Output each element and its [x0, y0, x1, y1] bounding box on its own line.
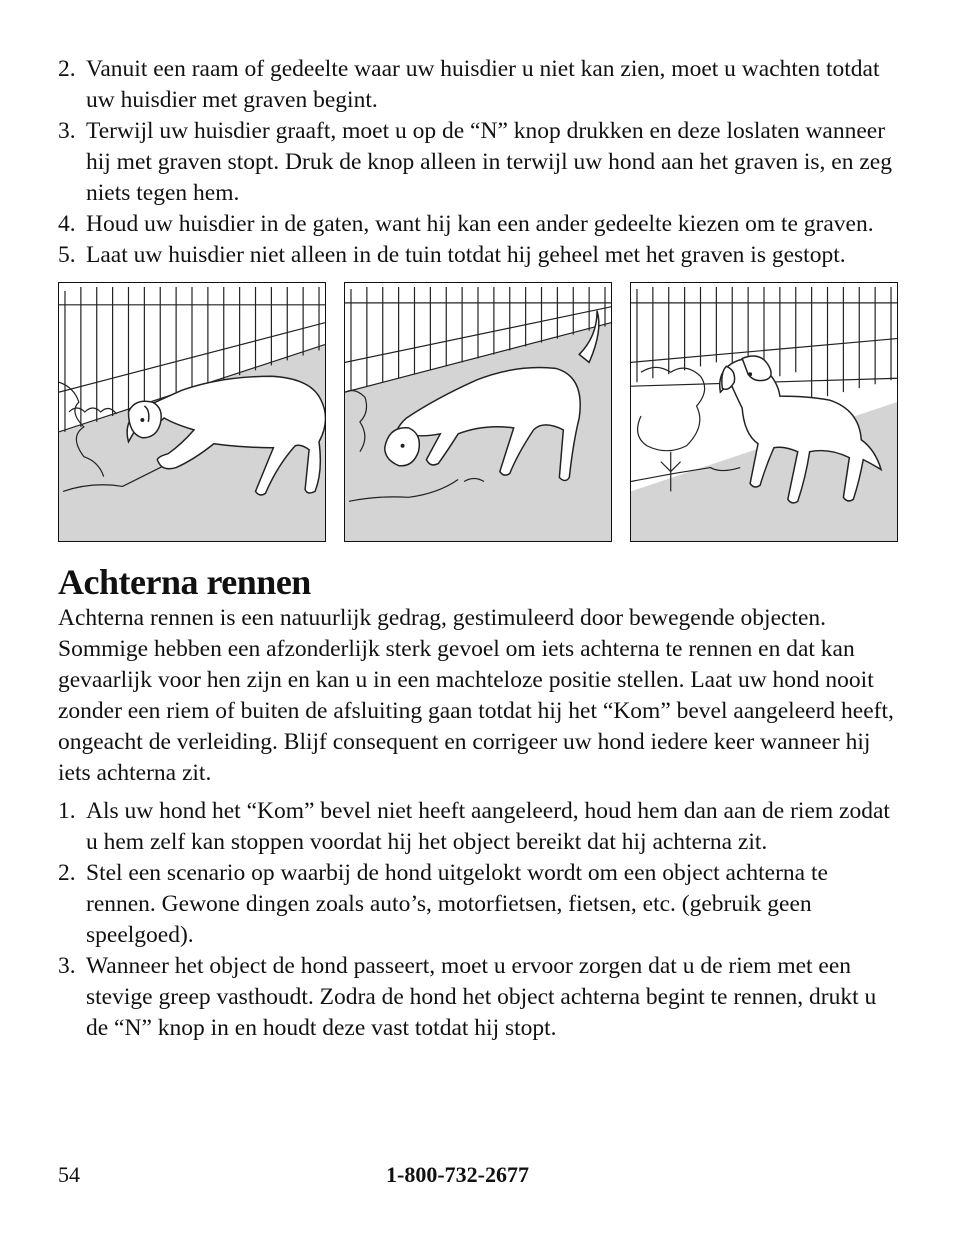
list-item-number: 3. [58, 953, 76, 979]
list-item-text: Wanneer het object de hond passeert, moet u ervoor zorgen dat u de riem met een stevige greep vasthoudt. Zodra de hond het object achterna begint te rennen, drukt u de “N” knop in en houdt deze vast totdat hij stopt. [86, 953, 877, 1041]
list-item [58, 951, 900, 1044]
list-item-text: Stel een scenario op waarbij de hond uitgelokt wordt om een object achterna te rennen. Gewone dingen zoals auto’s, motorfietsen, fietsen, etc. (gebruik geen speelgoed). [86, 860, 828, 948]
list-item [58, 858, 900, 951]
list-item [58, 240, 900, 271]
list-item [58, 209, 900, 240]
list-item-number: 4. [58, 211, 76, 237]
list-item-text: Als uw hond het “Kom” bevel niet heeft aangeleerd, houd hem dan aan de riem zodat u hem zelf kan stoppen voordat hij het object bereikt dat hij achterna zit. [86, 798, 890, 855]
illustration-row [58, 282, 898, 544]
page-content [58, 54, 900, 1044]
list-item-text: Houd uw huisdier in de gaten, want hij kan een ander gedeelte kiezen om te graven. [86, 211, 874, 237]
section-paragraph: Achterna rennen is een natuurlijk gedrag, gestimuleerd door bewegende objecten. Sommige hebben een afzonderlijk sterk gevoel om iets achterna te rennen en dat kan gevaarlijk voor hen zijn en kan u in een machteloze positie stellen. Laat uw hond nooit zonder een riem of buiten de afsluiting gaan totdat hij het “Kom” bevel aangeleerd heeft, ongeacht de verleiding. Blijf consequent en corrigeer uw hond iedere keer wanneer hij iets achterna zit. [58, 605, 894, 786]
list-item-number: 5. [58, 242, 76, 268]
list-item-text: Terwijl uw huisdier graaft, moet u op de “N” knop drukken en deze loslaten wanneer hij met graven stopt. Druk de knop alleen in terwijl uw hond aan het graven is, en zeg niets tegen hem. [86, 118, 892, 206]
dog-digging-illustration [58, 282, 326, 542]
chasing-steps-list [58, 796, 900, 1044]
page-footer [58, 1162, 900, 1192]
list-item-text: Vanuit een raam of gedeelte waar uw huisdier u niet kan zien, moet u wachten totdat uw huisdier met graven begint. [86, 56, 880, 113]
list-item-number: 1. [58, 798, 76, 824]
page-number: 54 [58, 1162, 80, 1187]
list-item-number: 2. [58, 56, 76, 82]
list-item-number: 2. [58, 860, 76, 886]
list-item-number: 3. [58, 118, 76, 144]
list-item-text: Laat uw huisdier niet alleen in de tuin totdat hij geheel met het graven is gestopt. [86, 242, 846, 268]
section-heading: Achterna rennen [58, 562, 311, 602]
list-item [58, 796, 900, 858]
digging-steps-list [58, 54, 900, 271]
dog-digging-illustration [344, 282, 612, 542]
list-item [58, 116, 900, 209]
list-item [58, 54, 900, 116]
dog-standing-illustration [630, 282, 898, 542]
phone-number: 1-800-732-2677 [386, 1162, 529, 1187]
